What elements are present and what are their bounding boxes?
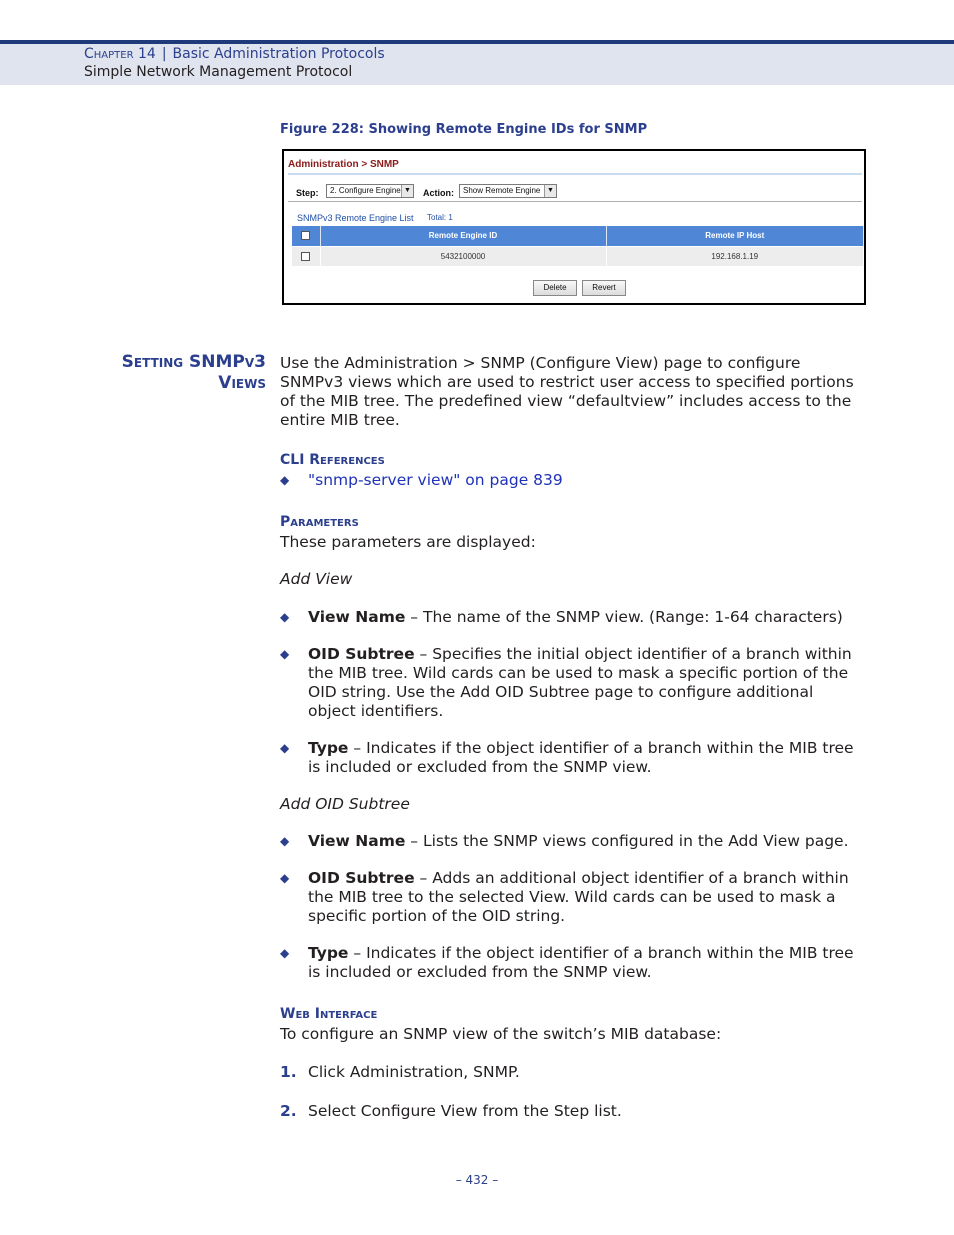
select-all-cell — [292, 226, 320, 246]
action-select[interactable] — [459, 184, 557, 198]
row-checkbox[interactable] — [301, 252, 310, 261]
page-number: – 432 – — [455, 1173, 499, 1187]
parameter-term: OID Subtree — [308, 869, 415, 887]
section-title — [122, 352, 266, 394]
add-view-label: Add View — [280, 570, 353, 588]
parameter-term: OID Subtree — [308, 645, 415, 663]
chapter-label: Chapter 14 — [84, 46, 156, 62]
procedure-step — [280, 1102, 622, 1120]
parameter-desc-line: – Adds an additional object identifier of a branch within — [419, 869, 849, 887]
section-title-line: Setting SNMPv3 — [121, 352, 266, 372]
diamond-bullet-icon: ◆ — [280, 946, 290, 960]
list-title: SNMPv3 Remote Engine List — [297, 213, 414, 223]
text-line: entire MIB tree. — [280, 411, 400, 429]
cli-references-heading: CLI References — [280, 452, 385, 468]
parameter-term: Type — [308, 944, 349, 962]
diamond-bullet-icon: ◆ — [280, 871, 290, 885]
step-text: Select Configure View from the Step list. — [308, 1102, 622, 1120]
intro-paragraph — [280, 354, 854, 430]
text-line: Use the Administration > SNMP (Configure View) page to configure — [280, 354, 801, 372]
parameter-desc-line: the MIB tree. Wild cards can be used to mask a specific portion of the — [308, 664, 849, 682]
list-total: Total: 1 — [427, 213, 453, 222]
parameter-item — [280, 869, 870, 926]
parameter-item — [280, 944, 870, 982]
breadcrumb: Administration > SNMP — [288, 159, 399, 170]
section-title-line: Views — [218, 373, 266, 393]
table-header-row — [292, 226, 864, 246]
parameter-desc-line: is included or excluded from the SNMP view. — [308, 758, 652, 776]
delete-button[interactable]: Delete — [533, 280, 577, 296]
parameter-item — [280, 608, 870, 627]
diamond-bullet-icon: ◆ — [280, 741, 290, 755]
parameter-item — [280, 832, 870, 851]
remote-engine-table — [292, 226, 864, 266]
cli-reference-item — [280, 471, 870, 490]
column-header: Remote IP Host — [606, 226, 864, 246]
action-select-value: Show Remote Engine — [463, 186, 541, 195]
step-number: 2. — [280, 1102, 297, 1120]
parameter-desc-line: specific portion of the OID string. — [308, 907, 566, 925]
parameter-desc-line: OID string. Use the Add OID Subtree page to configure additional — [308, 683, 814, 701]
web-interface-intro: To configure an SNMP view of the switch’s MIB database: — [280, 1025, 722, 1043]
running-header — [84, 46, 385, 62]
parameter-desc-line: object identifiers. — [308, 702, 444, 720]
step-text: Click Administration, SNMP. — [308, 1063, 520, 1081]
step-select-value: 2. Configure Engine — [330, 186, 401, 195]
row-select-cell — [292, 246, 320, 266]
engine-id-cell: 5432100000 — [320, 246, 606, 266]
web-interface-heading: Web Interface — [280, 1006, 378, 1022]
screenshot-figure — [282, 149, 866, 305]
action-label: Action: — [423, 188, 454, 198]
parameter-term: View Name — [308, 608, 406, 626]
text-line: SNMPv3 views which are used to restrict user access to specified portions — [280, 373, 854, 391]
parameters-intro: These parameters are displayed: — [280, 533, 536, 551]
breadcrumb-divider — [288, 173, 862, 175]
section-header: Simple Network Management Protocol — [84, 64, 353, 80]
step-number: 1. — [280, 1063, 297, 1081]
section-divider — [288, 201, 862, 202]
text-line: of the MIB tree. The predefined view “defaultview” includes access to the — [280, 392, 852, 410]
chevron-down-icon: ▼ — [401, 185, 413, 197]
parameter-item — [280, 739, 870, 777]
select-all-checkbox[interactable] — [301, 231, 310, 240]
parameter-desc-line: – The name of the SNMP view. (Range: 1-64 characters) — [410, 608, 843, 626]
table-row — [292, 246, 864, 266]
ip-host-cell: 192.168.1.19 — [606, 246, 864, 266]
add-oid-subtree-label: Add OID Subtree — [280, 795, 410, 813]
column-header: Remote Engine ID — [320, 226, 606, 246]
parameter-desc-line: – Indicates if the object identifier of a branch within the MIB tree — [353, 739, 854, 757]
parameters-heading: Parameters — [280, 514, 359, 530]
parameter-desc-line: – Specifies the initial object identifier of a branch within — [419, 645, 852, 663]
diamond-bullet-icon: ◆ — [280, 647, 290, 661]
step-label: Step: — [296, 188, 319, 198]
procedure-step — [280, 1063, 520, 1081]
parameter-term: Type — [308, 739, 349, 757]
parameter-desc-line: the MIB tree to the selected View. Wild cards can be used to mask a — [308, 888, 836, 906]
parameter-desc-line: is included or excluded from the SNMP view. — [308, 963, 652, 981]
parameter-desc-line: – Indicates if the object identifier of a branch within the MIB tree — [353, 944, 854, 962]
parameter-item — [280, 645, 870, 721]
figure-caption: Figure 228: Showing Remote Engine IDs for SNMP — [280, 122, 648, 137]
diamond-bullet-icon: ◆ — [280, 834, 290, 848]
diamond-bullet-icon: ◆ — [280, 610, 290, 624]
diamond-bullet-icon: ◆ — [280, 473, 290, 487]
parameter-desc-line: – Lists the SNMP views configured in the Add View page. — [410, 832, 849, 850]
chapter-title: Basic Administration Protocols — [172, 46, 385, 62]
cli-reference-link[interactable]: "snmp-server view" on page 839 — [308, 471, 563, 489]
step-select[interactable] — [326, 184, 414, 198]
chevron-down-icon: ▼ — [544, 185, 556, 197]
parameter-term: View Name — [308, 832, 406, 850]
header-separator: | — [161, 46, 167, 62]
revert-button[interactable]: Revert — [582, 280, 626, 296]
